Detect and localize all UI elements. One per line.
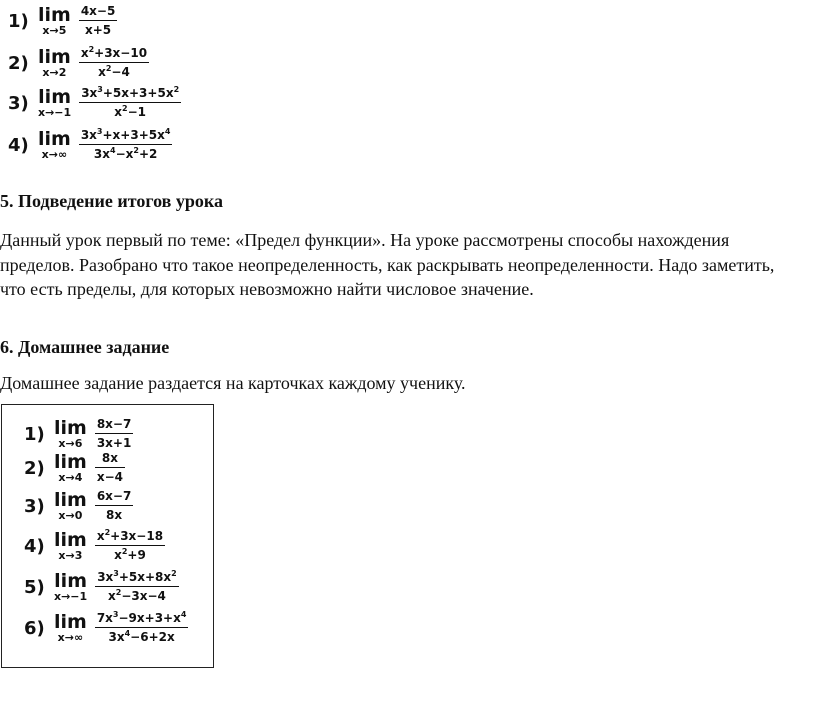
lim-word: lim (54, 610, 87, 633)
denominator: $3x^4-6+2x$ (108, 629, 175, 644)
limit-problem (24, 417, 133, 451)
fraction-bar (95, 627, 189, 628)
limit-problem (24, 489, 133, 523)
denominator: 8x (106, 508, 123, 522)
numerator: $3x^3+5x+3+5x^2$ (81, 85, 180, 100)
denominator: 3x+1 (96, 436, 132, 450)
limit-problem (24, 611, 188, 645)
numerator: 8x−7 (96, 417, 132, 431)
problem-number: 4) (24, 535, 45, 557)
limit-approach: x→2 (42, 65, 67, 79)
limit-problem (8, 128, 172, 162)
section-5-paragraph: Данный урок первый по теме: «Предел функции». На уроке рассмотрены способы нахождения пределов. Разобрано что такое неопределенность, как раскрывать неопределенности. Надо заметить, что есть пределы, для которых невозможно найти числовое значение. (0, 230, 775, 299)
fraction-bar (79, 62, 149, 63)
problem-number: 6) (24, 617, 45, 639)
limit-fraction (79, 128, 173, 162)
numerator: $3x^3+5x+8x^2$ (97, 569, 177, 584)
numerator: 8x (101, 451, 118, 465)
limit-operator (54, 416, 87, 450)
limit-fraction (79, 4, 118, 38)
lim-word: lim (38, 127, 71, 150)
limit-fraction (95, 451, 125, 485)
fraction-bar (95, 467, 125, 468)
problem-number: 4) (8, 134, 29, 156)
numerator: $3x^3+x+3+5x^4$ (80, 127, 171, 142)
limit-operator (54, 450, 87, 484)
fraction-bar (79, 102, 181, 103)
numerator: 4x−5 (80, 4, 116, 18)
section-6-heading: 6. Домашнее задание (0, 337, 170, 357)
section-6-paragraph: Домашнее задание раздается на карточках каждому ученику. (0, 373, 466, 393)
limit-operator (54, 569, 88, 603)
limit-operator (38, 45, 71, 79)
limit-problem (24, 570, 179, 604)
denominator: $x^2-4$ (98, 64, 130, 79)
limit-operator (38, 85, 72, 119)
denominator: x+5 (85, 23, 112, 37)
lim-word: lim (54, 488, 87, 511)
limit-approach: x→5 (42, 23, 67, 37)
limit-problem (8, 86, 181, 120)
limit-operator (54, 528, 87, 562)
denominator: $x^2-3x-4$ (108, 588, 166, 603)
limit-approach: x→3 (58, 548, 83, 562)
limit-approach: x→−1 (54, 589, 88, 603)
limit-fraction (79, 86, 181, 120)
limit-fraction (95, 611, 189, 645)
fraction-bar (95, 505, 134, 506)
lim-word: lim (38, 3, 71, 26)
section-5-heading: 5. Подведение итогов урока (0, 191, 223, 211)
problem-number: 2) (8, 52, 29, 74)
homework-card (1, 404, 214, 668)
limit-problem (24, 529, 165, 563)
denominator: x−4 (96, 470, 123, 484)
limit-fraction (95, 529, 165, 563)
limit-approach: x→∞ (57, 630, 84, 644)
limit-operator (54, 610, 87, 644)
limit-problem (8, 46, 149, 80)
fraction-bar (95, 545, 165, 546)
fraction-bar (79, 144, 173, 145)
problem-number: 1) (8, 10, 29, 32)
limit-approach: x→4 (58, 470, 83, 484)
problem-number: 3) (24, 495, 45, 517)
numerator: $x^2+3x-18$ (96, 528, 164, 543)
numerator: $7x^3-9x+3+x^4$ (96, 610, 187, 625)
limit-operator (54, 488, 87, 522)
problem-number: 2) (24, 457, 45, 479)
limit-approach: x→6 (58, 436, 83, 450)
fraction-bar (79, 20, 118, 21)
limit-fraction (95, 417, 134, 451)
lim-word: lim (54, 569, 87, 592)
lim-word: lim (54, 528, 87, 551)
lim-word: lim (38, 85, 71, 108)
numerator: 6x−7 (96, 489, 132, 503)
fraction-bar (95, 433, 134, 434)
lim-word: lim (38, 45, 71, 68)
limit-fraction (95, 570, 179, 604)
numerator: $x^2+3x-10$ (80, 45, 148, 60)
fraction-bar (95, 586, 179, 587)
problem-number: 5) (24, 576, 45, 598)
limit-approach: x→0 (58, 508, 83, 522)
limit-fraction (79, 46, 149, 80)
limit-operator (38, 3, 71, 37)
limit-approach: x→−1 (38, 105, 72, 119)
limit-fraction (95, 489, 134, 523)
lim-word: lim (54, 416, 87, 439)
lim-word: lim (54, 450, 87, 473)
limit-problem (8, 4, 117, 38)
denominator: $x^2-1$ (114, 104, 147, 119)
limit-problem (24, 451, 125, 485)
limit-operator (38, 127, 71, 161)
denominator: $3x^4-x^2+2$ (93, 146, 158, 161)
problem-number: 3) (8, 92, 29, 114)
problem-number: 1) (24, 423, 45, 445)
limit-approach: x→∞ (41, 147, 68, 161)
denominator: $x^2+9$ (114, 547, 146, 562)
